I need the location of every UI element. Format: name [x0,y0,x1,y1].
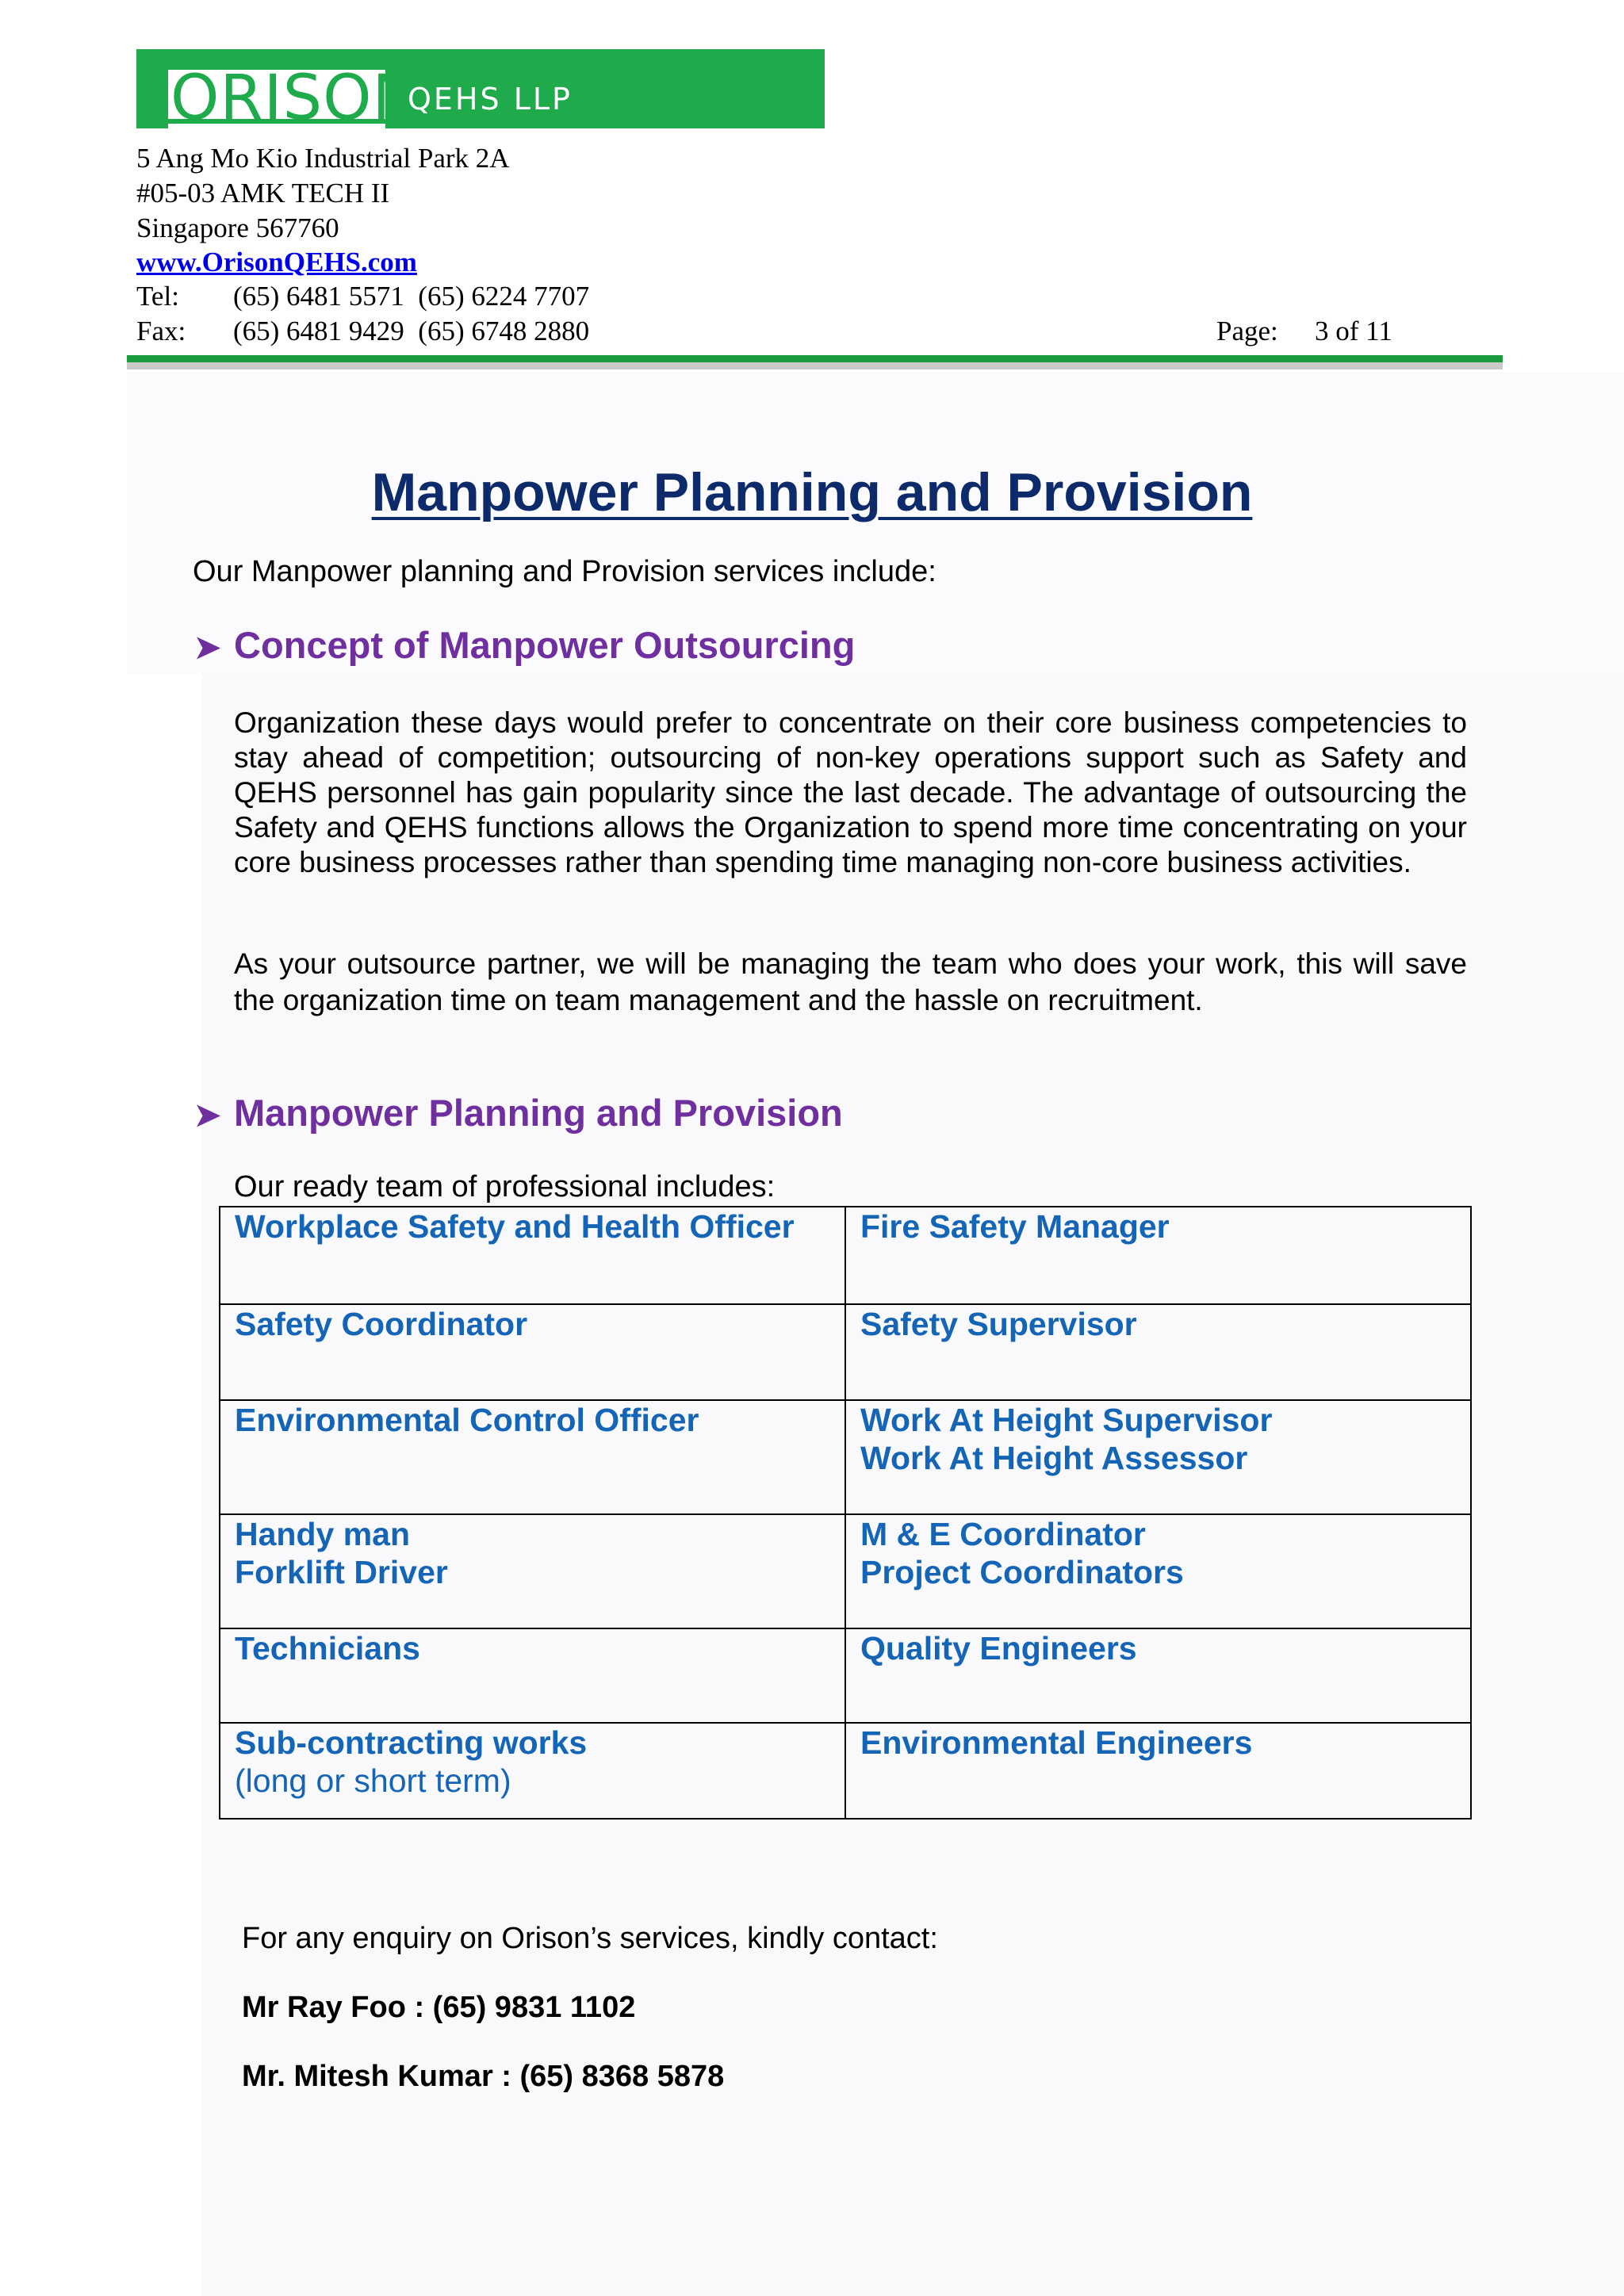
role-label: Safety Supervisor [860,1306,1137,1342]
tel-label: Tel: [136,281,179,312]
address-line: 5 Ang Mo Kio Industrial Park 2A [136,143,510,174]
section-heading-text: Manpower Planning and Provision [234,1092,843,1134]
role-label: Environmental Control Officer [235,1402,699,1438]
table-cell [845,1304,1471,1400]
table-cell [220,1723,845,1819]
logo-suffix: QEHS LLP [408,82,573,117]
table-row [220,1723,1471,1819]
tel-value: (65) 6481 5571 (65) 6224 7707 [233,281,590,312]
team-table [219,1206,1472,1820]
arrow-bullet-icon: ➤ [194,1098,221,1133]
website-link[interactable]: www.OrisonQEHS.com [136,247,417,277]
table-cell [220,1514,845,1628]
fax-label: Fax: [136,316,186,346]
role-label: M & E Coordinator [860,1516,1146,1552]
header-divider-shadow [127,362,1503,369]
table-cell [220,1628,845,1723]
role-label: Technicians [235,1630,420,1667]
table-row [220,1207,1471,1304]
role-label: Sub-contracting works [235,1724,588,1761]
logo-name: ORISON [170,63,419,134]
enquiry-text: For any enquiry on Orison’s services, kindly contact: [242,1922,938,1955]
section-heading-text: Concept of Manpower Outsourcing [234,624,856,666]
role-note: (long or short term) [235,1762,511,1799]
table-cell [845,1628,1471,1723]
table-cell [845,1207,1471,1304]
section-heading [194,623,855,670]
contact-line: Mr Ray Foo : (65) 9831 1102 [242,1991,636,2024]
table-row [220,1304,1471,1400]
role-label: Safety Coordinator [235,1306,528,1342]
header-divider [127,355,1503,362]
page-label: Page: [1216,316,1278,346]
table-cell [845,1514,1471,1628]
role-label: Work At Height Assessor [860,1440,1248,1476]
role-label: Environmental Engineers [860,1724,1253,1761]
arrow-bullet-icon: ➤ [194,630,221,665]
body-paragraph: As your outsource partner, we will be managing the team who does your work, this will save the organization time on team management and the hassle on recruitment. [234,947,1467,1016]
role-label: Handy man [235,1516,410,1552]
body-paragraph: Organization these days would prefer to concentrate on their core business competencies to stay ahead of competition; outsourcing of non-key operations support such as Safety and QEHS personnel has gain popularity since the last decade. The advantage of outsourcing the Safety and QEHS functions allows the Organization to spend more time concentrating on your core business processes rather than spending time managing non-core business activities. [234,706,1467,878]
role-label: Work At Height Supervisor [860,1402,1273,1438]
table-cell [220,1304,845,1400]
table-cell [220,1400,845,1514]
team-intro-text: Our ready team of professional includes: [234,1170,776,1203]
table-cell [845,1723,1471,1819]
role-label: Fire Safety Manager [860,1208,1170,1245]
fax-value: (65) 6481 9429 (65) 6748 2880 [233,316,590,346]
page-number: 3 of 11 [1315,316,1392,346]
contact-line: Mr. Mitesh Kumar : (65) 8368 5878 [242,2060,725,2093]
section-heading [194,1091,843,1138]
logo-stem [136,49,168,128]
table-cell [220,1207,845,1304]
address-line: #05-03 AMK TECH II [136,178,390,209]
intro-text: Our Manpower planning and Provision services include: [193,555,936,588]
page-title: Manpower Planning and Provision [371,462,1253,522]
address-line: Singapore 567760 [136,212,339,243]
role-label: Forklift Driver [235,1554,448,1590]
table-cell [845,1400,1471,1514]
table-row [220,1400,1471,1514]
role-label: Workplace Safety and Health Officer [235,1208,795,1245]
role-label: Quality Engineers [860,1630,1137,1667]
table-row [220,1514,1471,1628]
table-row [220,1628,1471,1723]
role-label: Project Coordinators [860,1554,1184,1590]
